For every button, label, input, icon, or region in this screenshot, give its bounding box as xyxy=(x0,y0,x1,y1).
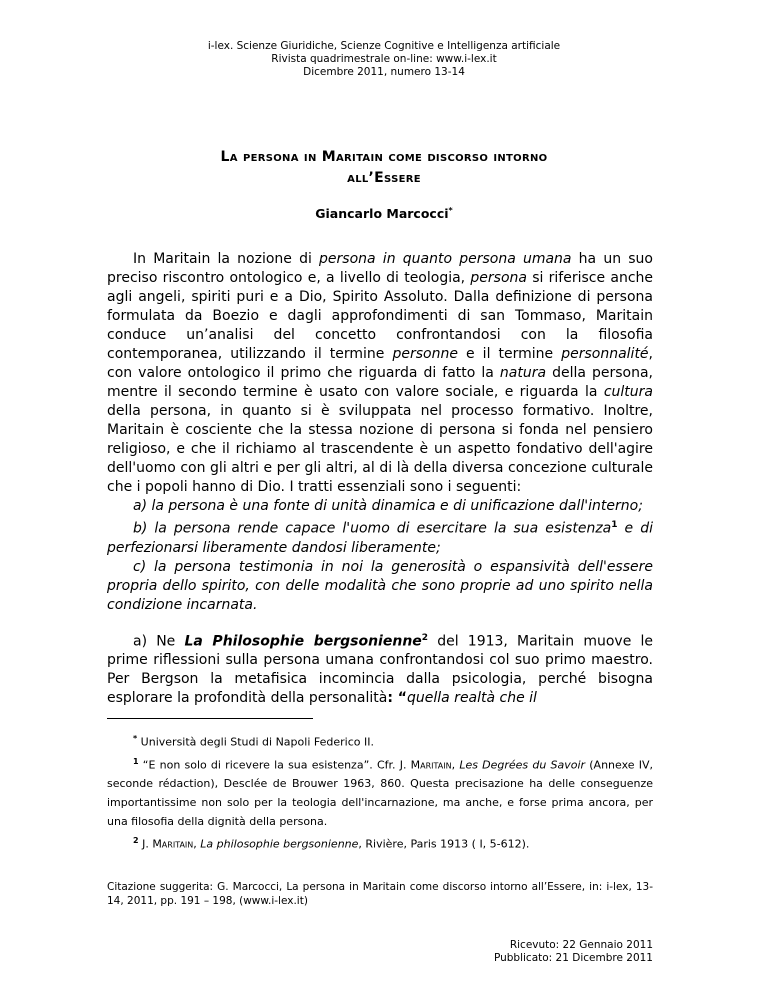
received-date: Ricevuto: 22 Gennaio 2011 xyxy=(509,939,653,951)
intro-text: In Maritain la nozione di xyxy=(133,251,320,267)
intro-emphasis: personne xyxy=(392,346,458,362)
intro-paragraph xyxy=(107,250,653,497)
footnote-star-marker: * xyxy=(133,734,138,743)
footnote-star-text: Università degli Studi di Napoli Federico II. xyxy=(137,735,374,749)
point-b-text: e di perfezionarsi liberamente dandosi liberamente; xyxy=(107,520,653,556)
article-title xyxy=(100,147,668,189)
article-body xyxy=(107,250,653,708)
footnote-2-author: Maritain xyxy=(152,837,194,851)
footnote-ref-2[interactable]: 2 xyxy=(421,632,429,643)
intro-emphasis: persona xyxy=(470,270,527,286)
author-name: Giancarlo Marcocci xyxy=(315,206,449,222)
intro-emphasis: cultura xyxy=(603,384,653,400)
intro-text: ha un suo preciso riscontro ontologico e, a livello di teologia, xyxy=(107,251,653,286)
intro-text: si riferisce anche agli angeli, spiriti puri e a Dio, Spirito Assoluto. Dalla definizione di persona formulata da Boezio e dagli approfondimenti di san Tommaso, Maritain conduce un’analisi del concetto confrontandosi con la filosofia contemporanea, utilizzando il termine xyxy=(107,270,653,362)
journal-issue: Dicembre 2011, numero 13-14 xyxy=(303,66,465,78)
footnote-ref-1[interactable]: 1 xyxy=(611,520,618,530)
book-title: La Philosophie bergsonienne xyxy=(184,633,422,650)
author-footnote-marker: * xyxy=(448,206,453,215)
article-title-line-2: all’Essere xyxy=(347,170,421,186)
footnote-2-marker: 2 xyxy=(133,836,139,846)
suggested-citation: Citazione suggerita: G. Marcocci, La persona in Maritain come discorso intorno all’Essere, in: i-lex, 13-14, 2011, pp. 191 – 198, (www.i-lex.it) xyxy=(107,881,653,907)
footnote-2 xyxy=(107,831,653,854)
footnote-1-title: Les Degrées du Savoir xyxy=(459,758,586,772)
footnote-2-text: , xyxy=(193,837,201,851)
intro-text: della persona, in quanto si è sviluppata nel processo formativo. Inoltre, Maritain è cosciente che la stessa nozione di persona si fonda nel pensiero religioso, e che il richiamo al trascendente è un aspetto fondativo dell'agire dell'uomo con gli altri e per gli altri, al di là della diversa concezione culturale che i popoli hanno di Dio. I tratti essenziali sono i seguenti: xyxy=(107,403,653,495)
journal-website: Rivista quadrimestrale on-line: www.i-lex.it xyxy=(271,53,497,65)
publication-dates xyxy=(353,939,653,965)
point-a xyxy=(107,497,653,516)
point-b xyxy=(107,516,653,558)
footnote-1-text: , xyxy=(451,758,460,772)
quote-open: : “ xyxy=(387,690,407,707)
point-c-text: c) la persona testimonia in noi la generosità o espansività dell'essere propria dello spirito, con delle modalità che sono proprie ad uno spirito nella condizione incarnata. xyxy=(107,558,653,613)
footnote-separator xyxy=(107,718,313,719)
footnote-1-text: “E non solo di ricevere la sua esistenza”. Cfr. J. xyxy=(138,758,411,772)
point-a-text: a) la persona è una fonte di unità dinamica e di unificazione dall'interno; xyxy=(133,498,643,514)
journal-name: i-lex. Scienze Giuridiche, Scienze Cognitive e Intelligenza artificiale xyxy=(207,40,561,52)
journal-header xyxy=(0,40,768,79)
intro-text: e il termine xyxy=(457,346,562,362)
footnote-1 xyxy=(107,752,653,832)
footnote-star xyxy=(107,729,653,752)
point-b-text: b) la persona rende capace l'uomo di esercitare la sua esistenza xyxy=(133,520,612,537)
intro-text: , con valore ontologico il primo che riguarda di fatto la xyxy=(107,346,653,381)
published-date: Pubblicato: 21 Dicembre 2011 xyxy=(493,952,653,964)
footnote-2-title: La philosophie bergsonienne xyxy=(200,837,359,851)
author xyxy=(0,206,768,221)
article-title-line-1: La persona in Maritain come discorso intorno xyxy=(220,149,548,165)
footnote-2-text: J. xyxy=(138,837,153,851)
footnotes xyxy=(107,729,653,854)
section-a-text: del 1913, Maritain muove le prime riflessioni sulla persona umana confrontandosi col suo primo maestro. Per Bergson la metafisica incomincia dalla psicologia, perché bisogna esplorare la profondità della personalità xyxy=(107,633,653,707)
section-a-paragraph xyxy=(107,629,653,709)
intro-text: della persona, mentre il secondo termine è usato con valore sociale, e riguarda la xyxy=(107,365,653,400)
footnote-1-text: (Annexe IV, seconde rédaction), Desclée de Brouwer 1963, 860. Questa precisazione ha delle conseguenze importantissime non solo per la teologia dell'incarnazione, ma anche, e forse prima ancora, per una filosofia della dignità della persona. xyxy=(107,758,653,829)
footnote-2-text: , Rivière, Paris 1913 ( I, 5-612). xyxy=(358,837,530,851)
point-c xyxy=(107,558,653,615)
section-a-text: a) Ne xyxy=(133,633,185,650)
footnote-1-author: Maritain xyxy=(410,758,452,772)
intro-emphasis: persona in quanto persona umana xyxy=(319,251,572,267)
intro-emphasis: personnalité xyxy=(561,346,649,362)
quote-text: quella realtà che il xyxy=(407,690,537,707)
footnote-1-marker: 1 xyxy=(133,756,139,766)
intro-emphasis: natura xyxy=(499,365,547,381)
